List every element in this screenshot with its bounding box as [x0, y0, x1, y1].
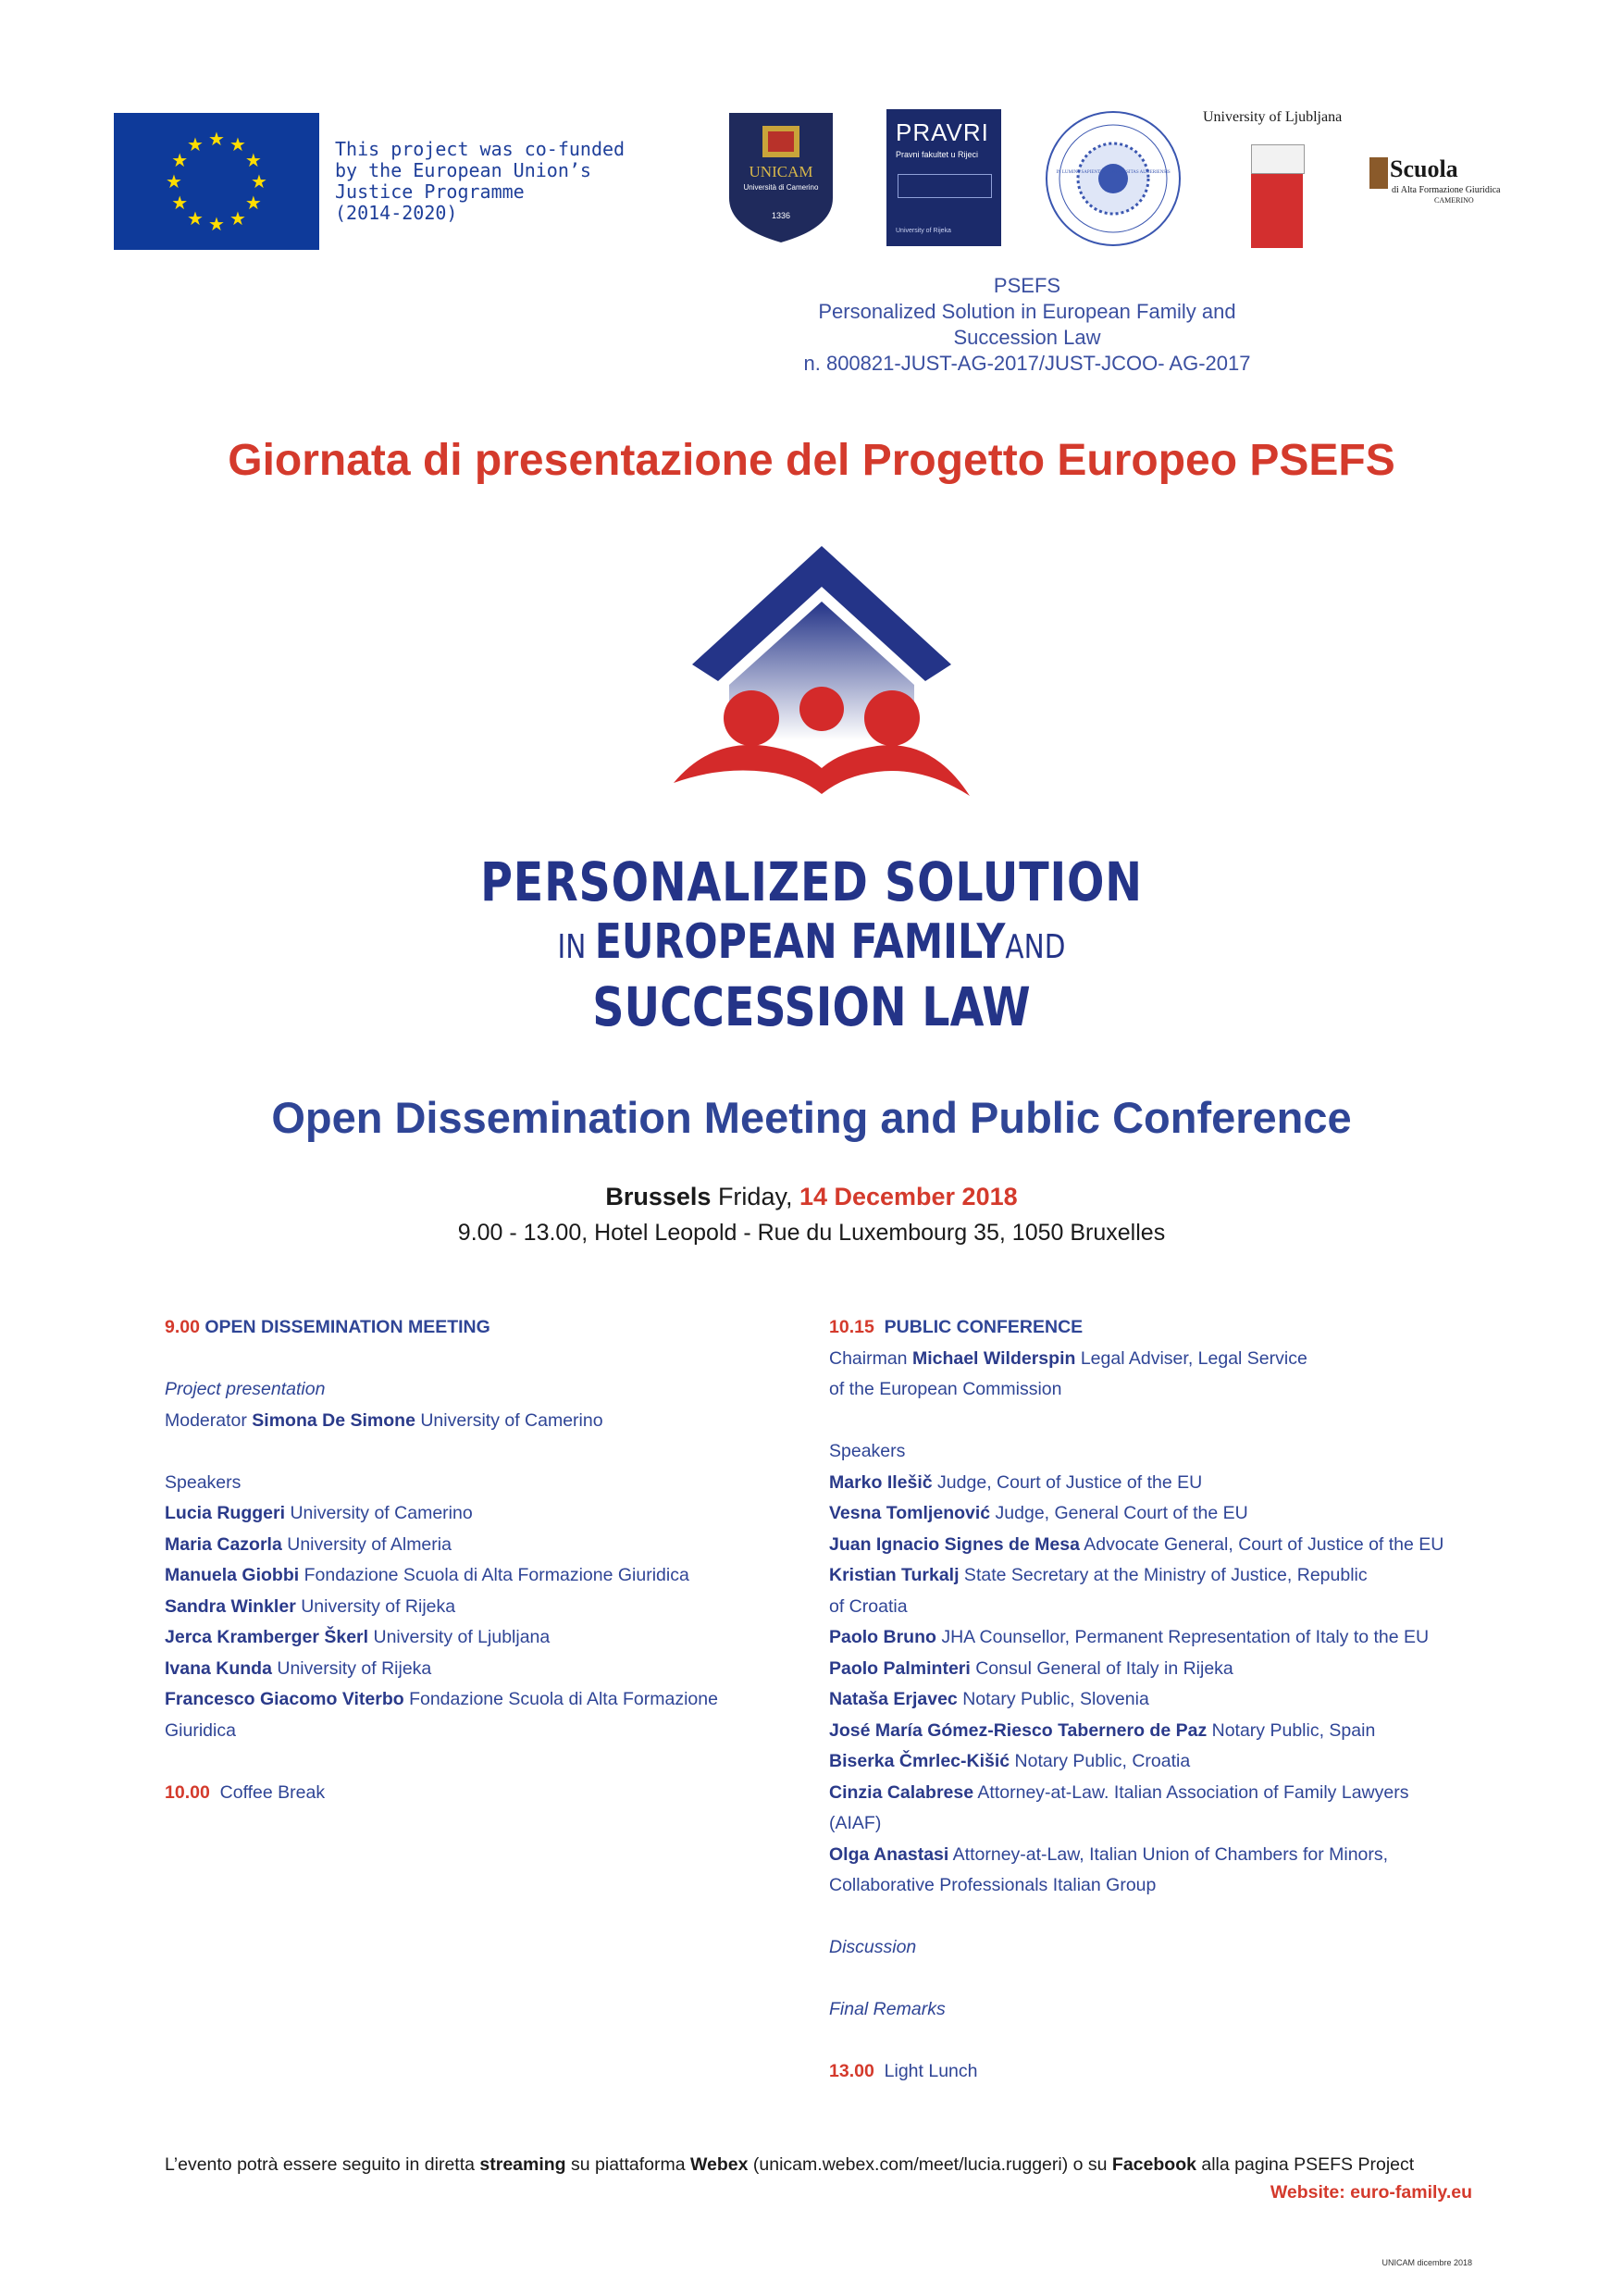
discussion-label: Discussion: [829, 1937, 917, 1957]
chairman-affil: Legal Adviser, Legal Service: [1075, 1347, 1307, 1369]
subtitle: Open Dissemination Meeting and Public Conference: [271, 1093, 1352, 1142]
speaker-name: Nataša Erjavec: [829, 1689, 958, 1709]
speaker-row: [165, 1684, 794, 1716]
speaker-row: [829, 1746, 1495, 1778]
scuola-arch-icon: [1369, 157, 1388, 189]
eu-funding-line: This project was co-funded: [335, 138, 626, 160]
unicam-name: UNICAM: [749, 163, 813, 180]
left-section-title: OPEN DISSEMINATION MEETING: [204, 1317, 490, 1337]
logo-line-2: [146, 914, 1477, 975]
eu-star-icon: ★: [187, 135, 204, 156]
eu-star-icon: ★: [208, 215, 225, 235]
speaker-row: [165, 1622, 794, 1654]
speaker-affil: Judge, Court of Justice of the EU: [932, 1471, 1203, 1493]
speaker-affil: Judge, General Court of the EU: [990, 1503, 1248, 1523]
pravri-name: PRAVRI: [896, 118, 989, 146]
chairman-label: Chairman: [829, 1347, 912, 1369]
logo-line-1: PERSONALIZED SOLUTION: [480, 850, 1143, 913]
speaker-row: [165, 1592, 794, 1623]
speaker-name: Marko Ilešič: [829, 1471, 933, 1493]
project-header: [768, 273, 1286, 377]
speaker-name: Olga Anastasi: [829, 1843, 949, 1865]
eu-star-icon: ★: [244, 193, 262, 214]
speaker-affil: Fondazione Scuola di Alta Formazione: [403, 1689, 718, 1709]
speaker-affil: Consul General of Italy in Rijeka: [970, 1657, 1233, 1679]
eu-star-icon: ★: [171, 193, 189, 214]
speaker-affil: University of Almeria: [281, 1533, 452, 1555]
project-name: Personalized Solution in European Family and Succession Law: [818, 300, 1236, 349]
eu-star-icon: ★: [171, 151, 189, 171]
light-lunch-line: [829, 2056, 1495, 2088]
speaker-row: [829, 1560, 1495, 1592]
note-part: L’evento potrà essere seguito in diretta: [165, 2154, 480, 2175]
eu-star-icon: ★: [251, 172, 267, 192]
event-date: 14 December 2018: [799, 1183, 1018, 1210]
speaker-affil: State Secretary at the Ministry of Justice, Republic: [959, 1565, 1368, 1585]
right-speakers-list: [829, 1468, 1495, 1902]
scuola-sub: di Alta Formazione Giuridica: [1392, 185, 1501, 195]
website-link[interactable]: Website: euro-family.eu: [1270, 2182, 1472, 2203]
chairman-line: [829, 1344, 1495, 1375]
ljubljana-name: University of Ljubljana: [1203, 109, 1343, 125]
note-part: alla pagina PSEFS Project: [1196, 2154, 1415, 2175]
scuola-logo: [1369, 155, 1527, 211]
note-part: su piattaforma: [565, 2154, 690, 2175]
speaker-name: Kristian Turkalj: [829, 1565, 960, 1585]
eu-star-icon: ★: [208, 130, 225, 150]
speaker-row: [829, 1778, 1495, 1809]
speaker-affil-cont: (AIAF): [829, 1813, 882, 1833]
left-speaker-cont: Giuridica: [165, 1719, 236, 1741]
speaker-name: Biserka Čmrlec-Kišić: [829, 1751, 1010, 1771]
speaker-row: [829, 1622, 1495, 1654]
project-code: PSEFS: [993, 274, 1061, 297]
pravri-sub: Pravni fakultet u Rijeci: [896, 150, 979, 159]
logo-line-2-post: AND: [1005, 928, 1066, 966]
eu-flag-logo: [114, 113, 319, 250]
eu-star-icon: ★: [244, 151, 262, 171]
left-speakers-list: [165, 1498, 794, 1716]
moderator-label: Moderator: [165, 1409, 253, 1431]
speaker-name: Cinzia Calabrese: [829, 1781, 974, 1803]
speaker-affil: University of Ljubljana: [368, 1627, 551, 1647]
speaker-name: Manuela Giobbi: [165, 1565, 300, 1585]
speaker-row: [829, 1498, 1495, 1530]
speaker-affil: Notary Public, Slovenia: [957, 1689, 1149, 1709]
speaker-row: [829, 1468, 1495, 1499]
speaker-affil: Advocate General, Court of Justice of the EU: [1079, 1533, 1444, 1555]
scuola-name: Scuola: [1390, 155, 1458, 182]
right-section-title: PUBLIC CONFERENCE: [873, 1317, 1084, 1337]
speaker-affil: Attorney-at-Law. Italian Association of Family Lawyers: [973, 1781, 1409, 1803]
right-section-time: 10.15: [829, 1317, 874, 1337]
left-program: [165, 1312, 794, 1808]
event-day: Friday,: [711, 1183, 799, 1210]
left-section-heading: [165, 1312, 794, 1344]
speaker-name: Vesna Tomljenović: [829, 1503, 991, 1523]
project-presentation-label: Project presentation: [165, 1379, 326, 1399]
speaker-row: [829, 1654, 1495, 1685]
moderator-affil: University of Camerino: [415, 1409, 603, 1431]
ljubljana-red-block: [1251, 174, 1303, 248]
unicam-logo: [725, 109, 836, 244]
credit-text: UNICAM dicembre 2018: [1381, 2258, 1472, 2267]
speaker-affil: University of Camerino: [285, 1503, 473, 1523]
speaker-name: Maria Cazorla: [165, 1533, 282, 1555]
speaker-row: [829, 1840, 1495, 1871]
house-family-logo: [674, 526, 970, 803]
speaker-name: Jerca Kramberger Škerl: [165, 1627, 369, 1647]
note-streaming: streaming: [479, 2154, 566, 2175]
final-remarks-label: Final Remarks: [829, 1999, 946, 2019]
speaker-row: [829, 1716, 1495, 1747]
psefs-logo-text: [0, 850, 1623, 1038]
event-city: Brussels: [605, 1183, 712, 1210]
speaker-row: [165, 1530, 794, 1561]
right-section-heading: [829, 1312, 1495, 1344]
logo-line-3: SUCCESSION LAW: [592, 975, 1031, 1038]
left-section-time: 9.00: [165, 1317, 200, 1337]
note-webex: Webex: [690, 2154, 749, 2175]
unicam-sub: Università di Camerino: [743, 183, 819, 192]
light-lunch-time: 13.00: [829, 2061, 874, 2081]
scuola-city: CAMERINO: [1434, 196, 1474, 205]
speaker-name: José María Gómez-Riesco Tabernero de Paz: [829, 1719, 1208, 1741]
coffee-break-line: [165, 1778, 794, 1809]
ljubljana-building-icon: [1251, 144, 1305, 174]
moderator-name: Simona De Simone: [252, 1409, 415, 1431]
note-facebook: Facebook: [1111, 2154, 1196, 2175]
eu-star-icon: ★: [229, 208, 246, 230]
moderator-line: [165, 1406, 794, 1437]
pravri-building-icon: [898, 174, 992, 198]
note-part: (unicam.webex.com/meet/lucia.ruggeri) o su: [748, 2154, 1112, 2175]
eu-funding-line: by the European Union’s: [335, 159, 591, 181]
logo-line-2-main: EUROPEAN FAMILY: [594, 914, 1006, 970]
speaker-name: Sandra Winkler: [165, 1595, 296, 1617]
event-details: 9.00 - 13.00, Hotel Leopold - Rue du Luxembourg 35, 1050 Bruxelles: [457, 1220, 1166, 1246]
speaker-name: Juan Ignacio Signes de Mesa: [829, 1533, 1080, 1555]
speaker-row: [829, 1530, 1495, 1561]
eu-stars-icon: [114, 113, 319, 250]
speaker-row: [829, 1684, 1495, 1716]
chairman-affil-cont: of the European Commission: [829, 1379, 1062, 1399]
speaker-affil: University of Rijeka: [271, 1657, 432, 1679]
coffee-break-time: 10.00: [165, 1781, 210, 1803]
project-number: n. 800821-JUST-AG-2017/JUST-JCOO- AG-2017: [803, 352, 1251, 375]
event-date-line: [0, 1183, 1623, 1211]
eu-funding-text: [335, 138, 626, 224]
eu-funding-line: Justice Programme: [335, 180, 525, 203]
almeria-seal-text: IN LUMINE SAPIENTIA · UNIVERSITAS ALMERIENSIS: [1056, 170, 1171, 175]
speaker-affil: Fondazione Scuola di Alta Formazione Giuridica: [299, 1565, 689, 1585]
speaker-affil: Attorney-at-Law, Italian Union of Chambers for Minors,: [948, 1843, 1389, 1865]
speaker-affil: University of Rijeka: [295, 1595, 456, 1617]
right-speakers-label: Speakers: [829, 1441, 906, 1461]
speaker-affil: Notary Public, Croatia: [1010, 1751, 1191, 1771]
pravri-logo: [886, 109, 1001, 246]
eu-funding-line: (2014-2020): [335, 202, 458, 224]
eu-star-icon: ★: [166, 172, 182, 192]
speaker-affil: JHA Counsellor, Permanent Representation of Italy to the EU: [935, 1627, 1430, 1647]
speaker-name: Francesco Giacomo Viterbo: [165, 1689, 404, 1709]
speaker-row: [165, 1498, 794, 1530]
speaker-row: [165, 1654, 794, 1685]
pravri-foot: University of Rijeka: [896, 228, 951, 234]
speaker-name: Lucia Ruggeri: [165, 1503, 286, 1523]
unicam-year: 1336: [771, 211, 791, 220]
coffee-break-label: Coffee Break: [209, 1781, 326, 1803]
eu-star-icon: ★: [187, 208, 204, 230]
speaker-affil-cont: of Croatia: [829, 1595, 908, 1617]
eu-star-icon: ★: [229, 135, 246, 156]
speaker-name: Paolo Palminteri: [829, 1657, 971, 1679]
streaming-note: [165, 2154, 1414, 2176]
ljubljana-logo: [1203, 109, 1351, 248]
speaker-affil-cont: Collaborative Professionals Italian Group: [829, 1875, 1157, 1895]
speaker-affil: Notary Public, Spain: [1207, 1719, 1376, 1741]
speaker-name: Paolo Bruno: [829, 1627, 936, 1647]
logo-line-2-pre: IN: [557, 928, 595, 966]
chairman-name: Michael Wilderspin: [911, 1347, 1076, 1369]
speaker-name: Ivana Kunda: [165, 1657, 272, 1679]
right-program: [829, 1312, 1495, 2088]
speaker-row: [165, 1560, 794, 1592]
left-speakers-label: Speakers: [165, 1471, 242, 1493]
almeria-seal-logo: [1044, 109, 1183, 248]
page-title: Giornata di presentazione del Progetto Europeo PSEFS: [228, 436, 1395, 485]
light-lunch-label: Light Lunch: [873, 2061, 978, 2081]
